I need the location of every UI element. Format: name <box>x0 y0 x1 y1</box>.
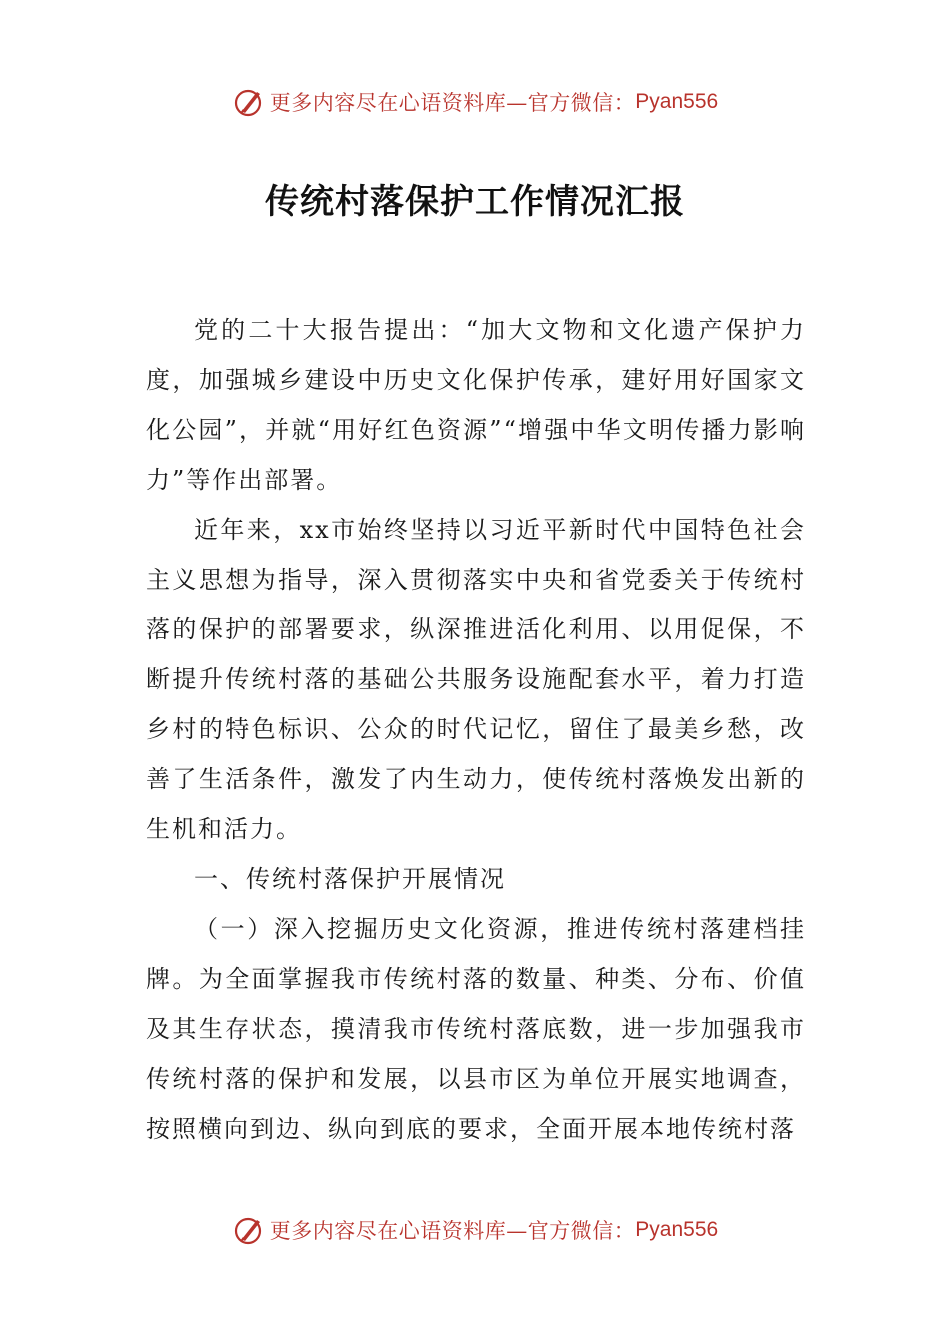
paragraph: （一）深入挖掘历史文化资源，推进传统村落建档挂牌。为全面掌握我市传统村落的数量、种类、分布、价值及其生存状态，摸清我市传统村落底数，进一步加强我市传统村落的保护和发展，以县市区为单位开展实地调查，按照横向到边、纵向到底的要求，全面开展本地传统村落 <box>146 914 806 1143</box>
watermark-wechat-id: Pyan556 <box>635 90 719 113</box>
watermark-text: 更多内容尽在心语资料库—官方微信： <box>269 91 636 115</box>
document-title: 传统村落保护工作情况汇报 <box>265 182 685 222</box>
watermark-banner-top <box>0 82 950 122</box>
watermark-banner-bottom <box>0 1210 950 1250</box>
paragraph: 党的二十大报告提出：“加大文物和文化遗产保护力度，加强城乡建设中历史文化保护传承，建好用好国家文化公园”，并就“用好红色资源”“增强中华文明传播力影响力”等作出部署。 <box>146 316 806 494</box>
brush-logo-icon <box>232 85 266 119</box>
brush-logo-icon <box>232 1213 266 1247</box>
paragraph: 近年来，xx市始终坚持以习近平新时代中国特色社会主义思想为指导，深入贯彻落实中央和省党委关于传统村落的保护的部署要求，纵深推进活化利用、以用促保，不断提升传统村落的基础公共服务设施配套水平，着力打造乡村的特色标识、公众的时代记忆，留住了最美乡愁，改善了生活条件，激发了内生动力，使传统村落焕发出新的生机和活力。 <box>146 515 806 844</box>
section-heading: 一、传统村落保护开展情况 <box>194 864 506 893</box>
watermark-wechat-id: Pyan556 <box>635 1218 719 1241</box>
document-body <box>146 306 806 1154</box>
watermark-text: 更多内容尽在心语资料库—官方微信： <box>269 1219 636 1243</box>
